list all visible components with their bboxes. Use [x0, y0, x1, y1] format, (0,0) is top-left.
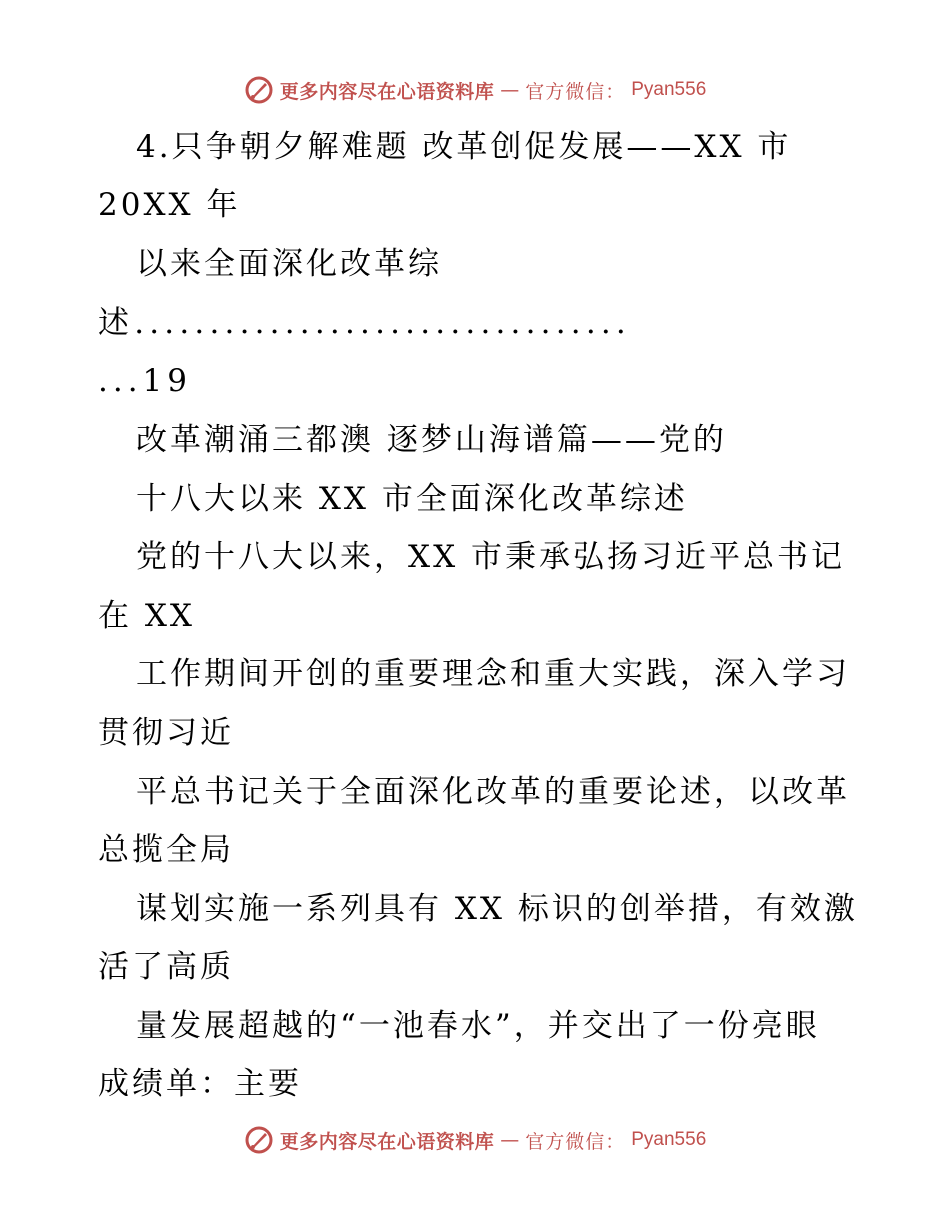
header-watermark — [0, 70, 950, 110]
footer-watermark — [0, 1120, 950, 1160]
text-line: 贯彻习近 — [98, 715, 234, 751]
text-line: 平总书记关于全面深化改革的重要论述，以改革 — [136, 774, 850, 810]
text-line: 在 XX — [98, 598, 195, 634]
watermark-brand: 更多内容尽在心语资料库 — [279, 80, 495, 103]
text-line: 以来全面深化改革综 — [136, 246, 442, 282]
quill-emblem-icon — [244, 1125, 274, 1155]
text-line: 总揽全局 — [98, 832, 234, 868]
watermark-account: Pyan556 — [631, 79, 707, 100]
text-line: 十八大以来 XX 市全面深化改革综述 — [136, 481, 688, 517]
text-line: 4.只争朝夕解难题 改革创促发展——XX 市 — [136, 129, 792, 165]
watermark-official: 官方微信： — [525, 1130, 626, 1153]
text-line: 谋划实施一系列具有 XX 标识的创举措，有效激 — [136, 891, 858, 927]
text-line: 党的十八大以来，XX 市秉承弘扬习近平总书记 — [136, 539, 845, 575]
text-line: 述................................. — [98, 305, 631, 341]
watermark-dash: — — [500, 1129, 520, 1151]
text-line: 量发展超越的“一池春水”，并交出了一份亮眼 — [136, 1008, 820, 1044]
text-line: 活了高质 — [98, 949, 234, 985]
text-line: 改革潮涌三都澳 逐梦山海谱篇——党的 — [136, 422, 727, 458]
watermark-brand: 更多内容尽在心语资料库 — [279, 1130, 495, 1153]
watermark-account: Pyan556 — [631, 1129, 707, 1150]
text-line: 工作期间开创的重要理念和重大实践，深入学习 — [136, 656, 850, 692]
text-line: 20XX 年 — [98, 187, 241, 223]
watermark-official: 官方微信： — [525, 80, 626, 103]
text-line: ...19 — [98, 363, 193, 399]
quill-emblem-icon — [244, 75, 274, 105]
text-line: 成绩单：主要 — [98, 1066, 302, 1102]
watermark-dash: — — [500, 79, 520, 101]
